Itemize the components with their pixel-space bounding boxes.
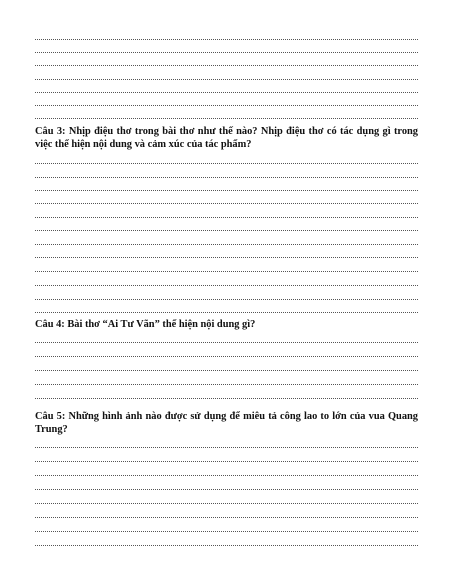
question-3: Câu 3: Nhịp điệu thơ trong bài thơ như thế nào? Nhịp điệu thơ có tác dụng gì trong việc thể hiện nội dung và cảm xúc của tác phẩm? [35,126,418,150]
answer-line [35,91,418,93]
answer-line [35,355,418,357]
answer-line [35,460,418,462]
answer-line [35,488,418,490]
answer-line [35,516,418,518]
answer-line [35,397,418,399]
answer-line [35,298,418,300]
answer-line [35,216,418,218]
answer-line [35,544,418,546]
answer-line [35,446,418,448]
answer-line [35,502,418,504]
answer-line [35,369,418,371]
answer-line [35,341,418,343]
answer-line [35,256,418,258]
answer-line [35,383,418,385]
answer-line [35,104,418,106]
answer-line [35,117,418,119]
answer-line [35,284,418,286]
answer-line [35,189,418,191]
answer-line [35,162,418,164]
question-5: Câu 5: Những hình ảnh nào được sử dụng để miêu tả công lao to lớn của vua Quang Trung? [35,411,418,435]
answer-line [35,530,418,532]
answer-line [35,78,418,80]
answer-line [35,474,418,476]
answer-line [35,311,418,313]
answer-line [35,243,418,245]
answer-line [35,270,418,272]
answer-line [35,229,418,231]
answer-line [35,176,418,178]
answer-line [35,64,418,66]
answer-line [35,51,418,53]
answer-line [35,38,418,40]
answer-line [35,202,418,204]
question-4: Câu 4: Bài thơ “Ai Tư Vãn” thể hiện nội dung gì? [35,319,256,330]
